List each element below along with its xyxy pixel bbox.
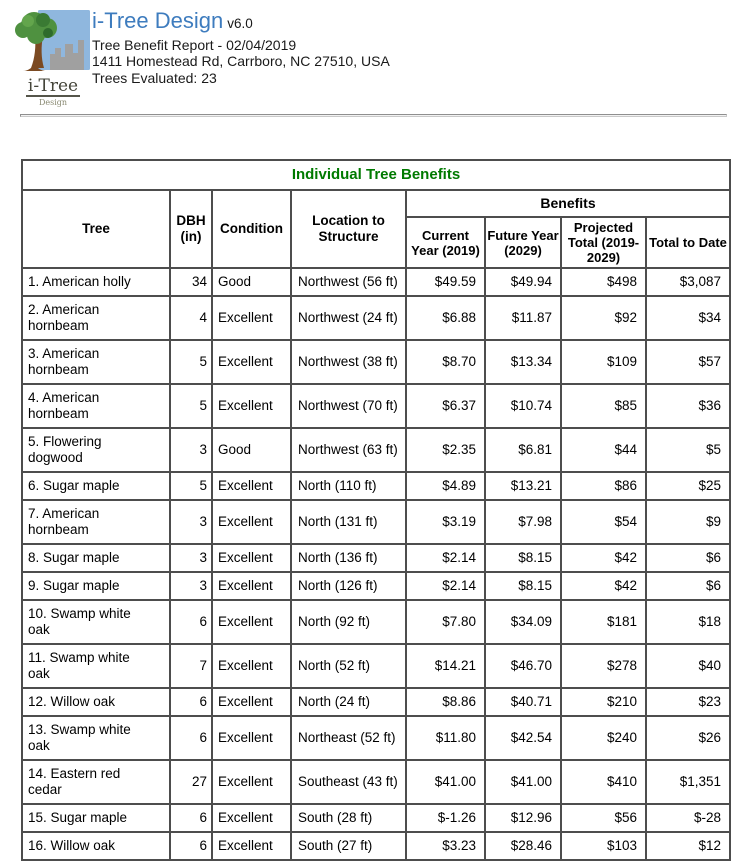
tree-row [22, 544, 730, 572]
future-year-value: $41.00 [485, 760, 561, 804]
projected-total-value: $181 [561, 600, 646, 644]
tree-name-cell [22, 296, 170, 340]
col-header-condition: Condition [212, 190, 291, 268]
future-year-value: $46.70 [485, 644, 561, 688]
dbh-value: 5 [170, 340, 212, 384]
projected-total-value: $103 [561, 832, 646, 860]
dbh-value: 5 [170, 384, 212, 428]
location-value: North (52 ft) [291, 644, 406, 688]
header-text-block [92, 8, 692, 86]
future-year-value: $42.54 [485, 716, 561, 760]
tree-name-cell [22, 572, 170, 600]
logo-wordmark-sub: Design [38, 98, 68, 107]
future-year-value: $10.74 [485, 384, 561, 428]
location-value: South (28 ft) [291, 804, 406, 832]
condition-value: Excellent [212, 572, 291, 600]
tree-row [22, 600, 730, 644]
location-value: North (110 ft) [291, 472, 406, 500]
current-year-value: $8.70 [406, 340, 485, 384]
col-header-total-to-date: Total to Date [646, 217, 730, 268]
projected-total-value: $210 [561, 688, 646, 716]
table-title-row [22, 160, 730, 190]
tree-row [22, 832, 730, 860]
tree-row [22, 428, 730, 472]
condition-value: Excellent [212, 472, 291, 500]
condition-value: Excellent [212, 832, 291, 860]
current-year-value: $41.00 [406, 760, 485, 804]
dbh-value: 6 [170, 600, 212, 644]
projected-total-value: $86 [561, 472, 646, 500]
dbh-value: 4 [170, 296, 212, 340]
table-body [22, 268, 730, 860]
tree-name-cell [22, 832, 170, 860]
projected-total-value: $410 [561, 760, 646, 804]
current-year-value: $11.80 [406, 716, 485, 760]
future-year-value: $8.15 [485, 544, 561, 572]
title-line [92, 8, 692, 37]
location-value: North (126 ft) [291, 572, 406, 600]
tree-name: 11. Swamp white oak [28, 650, 130, 681]
total-to-date-value: $1,351 [646, 760, 730, 804]
divider-rule [20, 114, 727, 117]
current-year-value: $3.19 [406, 500, 485, 544]
dbh-value: 3 [170, 572, 212, 600]
total-to-date-value: $18 [646, 600, 730, 644]
location-value: North (136 ft) [291, 544, 406, 572]
condition-value: Excellent [212, 716, 291, 760]
current-year-value: $8.86 [406, 688, 485, 716]
condition-value: Good [212, 268, 291, 296]
tree-name-cell [22, 268, 170, 296]
future-year-value: $28.46 [485, 832, 561, 860]
condition-value: Excellent [212, 544, 291, 572]
condition-value: Excellent [212, 500, 291, 544]
tree-name: 12. Willow oak [28, 694, 116, 709]
tree-name-cell [22, 688, 170, 716]
col-header-current-year: Current Year (2019) [406, 217, 485, 268]
total-to-date-value: $23 [646, 688, 730, 716]
condition-value: Excellent [212, 804, 291, 832]
total-to-date-value: $26 [646, 716, 730, 760]
trees-evaluated-line: Trees Evaluated: 23 [92, 69, 217, 86]
current-year-value: $4.89 [406, 472, 485, 500]
projected-total-value: $240 [561, 716, 646, 760]
tree-name-cell [22, 760, 170, 804]
app-title: i-Tree Design [92, 8, 224, 33]
tree-name-cell [22, 644, 170, 688]
location-value: Northwest (70 ft) [291, 384, 406, 428]
current-year-value: $2.35 [406, 428, 485, 472]
future-year-value: $7.98 [485, 500, 561, 544]
total-to-date-value: $12 [646, 832, 730, 860]
col-header-future-year: Future Year (2029) [485, 217, 561, 268]
tree-name: 8. Sugar maple [28, 550, 120, 565]
total-to-date-value: $34 [646, 296, 730, 340]
projected-total-value: $92 [561, 296, 646, 340]
future-year-value: $6.81 [485, 428, 561, 472]
i-tree-logo [14, 8, 92, 107]
dbh-value: 7 [170, 644, 212, 688]
tree-name: 14. Eastern red cedar [28, 766, 121, 797]
current-year-value: $6.37 [406, 384, 485, 428]
condition-value: Excellent [212, 600, 291, 644]
dbh-value: 3 [170, 428, 212, 472]
total-to-date-value: $6 [646, 544, 730, 572]
current-year-value: $49.59 [406, 268, 485, 296]
current-year-value: $7.80 [406, 600, 485, 644]
condition-value: Excellent [212, 340, 291, 384]
projected-total-value: $498 [561, 268, 646, 296]
report-title-line: Tree Benefit Report - 02/04/2019 [92, 37, 297, 53]
future-year-value: $34.09 [485, 600, 561, 644]
location-value: Northeast (52 ft) [291, 716, 406, 760]
tree-row [22, 296, 730, 340]
location-value: South (27 ft) [291, 832, 406, 860]
current-year-value: $3.23 [406, 832, 485, 860]
tree-name: 13. Swamp white oak [28, 722, 131, 753]
total-to-date-value: $5 [646, 428, 730, 472]
current-year-value: $6.88 [406, 296, 485, 340]
col-header-tree: Tree [22, 190, 170, 268]
total-to-date-value: $36 [646, 384, 730, 428]
tree-row [22, 760, 730, 804]
location-value: Northwest (24 ft) [291, 296, 406, 340]
total-to-date-value: $40 [646, 644, 730, 688]
tree-name-cell [22, 716, 170, 760]
table-title: Individual Tree Benefits [22, 160, 730, 190]
future-year-value: $8.15 [485, 572, 561, 600]
condition-value: Good [212, 428, 291, 472]
total-to-date-value: $25 [646, 472, 730, 500]
tree-name-cell [22, 500, 170, 544]
future-year-value: $40.71 [485, 688, 561, 716]
projected-total-value: $278 [561, 644, 646, 688]
total-to-date-value: $3,087 [646, 268, 730, 296]
tree-name-cell [22, 804, 170, 832]
location-value: Northwest (56 ft) [291, 268, 406, 296]
tree-name: 9. Sugar maple [28, 578, 120, 593]
tree-row [22, 340, 730, 384]
dbh-value: 6 [170, 688, 212, 716]
tree-name: 5. Flowering dogwood [28, 434, 102, 465]
current-year-value: $14.21 [406, 644, 485, 688]
tree-row [22, 716, 730, 760]
tree-row [22, 268, 730, 296]
tree-name: 10. Swamp white oak [28, 606, 131, 637]
projected-total-value: $54 [561, 500, 646, 544]
tree-row [22, 804, 730, 832]
tree-name-cell [22, 340, 170, 384]
table-header-row-1 [22, 190, 730, 217]
location-value: Southeast (43 ft) [291, 760, 406, 804]
app-version: v6.0 [227, 16, 253, 31]
col-header-projected-total: Projected Total (2019-2029) [561, 217, 646, 268]
location-value: North (24 ft) [291, 688, 406, 716]
projected-total-value: $44 [561, 428, 646, 472]
dbh-value: 27 [170, 760, 212, 804]
tree-row [22, 384, 730, 428]
i-tree-logo-image [14, 8, 92, 78]
logo-wordmark: i-Tree [27, 76, 79, 96]
individual-tree-benefits-table [21, 159, 731, 861]
col-header-location: Location to Structure [291, 190, 406, 268]
projected-total-value: $109 [561, 340, 646, 384]
tree-row [22, 572, 730, 600]
dbh-value: 3 [170, 544, 212, 572]
tree-name-cell [22, 600, 170, 644]
location-value: Northwest (38 ft) [291, 340, 406, 384]
tree-name-cell [22, 544, 170, 572]
future-year-value: $49.94 [485, 268, 561, 296]
tree-row [22, 644, 730, 688]
tree-name: 1. American holly [28, 274, 131, 289]
tree-row [22, 688, 730, 716]
future-year-value: $11.87 [485, 296, 561, 340]
current-year-value: $2.14 [406, 544, 485, 572]
projected-total-value: $85 [561, 384, 646, 428]
tree-row [22, 500, 730, 544]
address-line: 1411 Homestead Rd, Carrboro, NC 27510, USA [92, 53, 390, 70]
location-value: North (92 ft) [291, 600, 406, 644]
total-to-date-value: $57 [646, 340, 730, 384]
dbh-value: 6 [170, 804, 212, 832]
current-year-value: $2.14 [406, 572, 485, 600]
tree-name: 7. American hornbeam [28, 506, 100, 537]
current-year-value: $-1.26 [406, 804, 485, 832]
condition-value: Excellent [212, 296, 291, 340]
tree-row [22, 472, 730, 500]
tree-name: 16. Willow oak [28, 838, 116, 853]
condition-value: Excellent [212, 644, 291, 688]
location-value: North (131 ft) [291, 500, 406, 544]
dbh-value: 5 [170, 472, 212, 500]
tree-name: 6. Sugar maple [28, 478, 120, 493]
dbh-value: 34 [170, 268, 212, 296]
tree-name: 3. American hornbeam [28, 346, 100, 377]
condition-value: Excellent [212, 688, 291, 716]
future-year-value: $13.34 [485, 340, 561, 384]
dbh-value: 6 [170, 832, 212, 860]
col-group-benefits: Benefits [406, 190, 730, 217]
projected-total-value: $56 [561, 804, 646, 832]
total-to-date-value: $6 [646, 572, 730, 600]
total-to-date-value: $9 [646, 500, 730, 544]
projected-total-value: $42 [561, 544, 646, 572]
future-year-value: $12.96 [485, 804, 561, 832]
tree-name: 4. American hornbeam [28, 390, 100, 421]
tree-name-cell [22, 472, 170, 500]
dbh-value: 6 [170, 716, 212, 760]
projected-total-value: $42 [561, 572, 646, 600]
total-to-date-value: $-28 [646, 804, 730, 832]
tree-name-cell [22, 384, 170, 428]
dbh-value: 3 [170, 500, 212, 544]
condition-value: Excellent [212, 760, 291, 804]
tree-name: 2. American hornbeam [28, 302, 100, 333]
future-year-value: $13.21 [485, 472, 561, 500]
tree-name: 15. Sugar maple [28, 810, 128, 825]
col-header-dbh: DBH (in) [170, 190, 212, 268]
condition-value: Excellent [212, 384, 291, 428]
location-value: Northwest (63 ft) [291, 428, 406, 472]
tree-name-cell [22, 428, 170, 472]
